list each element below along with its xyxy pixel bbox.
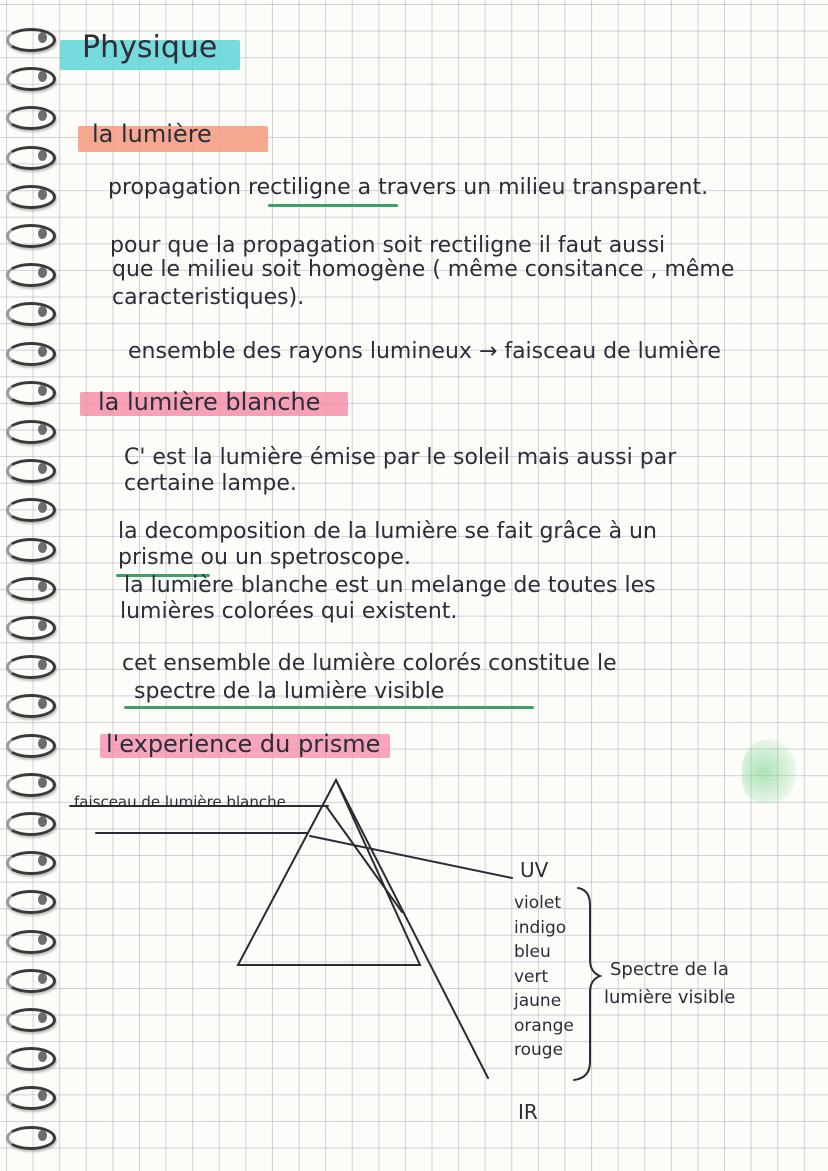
text-line: cet ensemble de lumière colorés constitue le bbox=[122, 651, 617, 676]
spectrum-color-label: vert bbox=[514, 966, 549, 987]
text-line: la lumière blanche est un melange de toutes les bbox=[124, 573, 656, 598]
beam-label: faisceau de lumière blanche bbox=[74, 793, 286, 811]
ray-upper bbox=[326, 806, 402, 912]
text-line: lumières colorées qui existent. bbox=[120, 599, 458, 624]
bracket-label-line1: Spectre de la bbox=[610, 959, 729, 980]
spectrum-color-label: indigo bbox=[514, 917, 567, 938]
spectrum-color-label: jaune bbox=[514, 991, 562, 1011]
ray-uv bbox=[310, 836, 512, 878]
text-line: pour que la propagation soit rectiligne il faut aussi bbox=[110, 233, 666, 258]
text-line: propagation rectiligne a travers un milieu transparent. bbox=[108, 175, 709, 200]
subject-heading: Physique bbox=[82, 30, 218, 65]
text-line: prisme ou un spetroscope. bbox=[118, 545, 411, 570]
text-line: C' est la lumière émise par le soleil mais aussi par bbox=[124, 445, 677, 470]
ray-lower bbox=[336, 780, 488, 1078]
white-light-heading: la lumière blanche bbox=[98, 388, 321, 416]
light-heading: la lumière bbox=[92, 120, 212, 148]
text-line: que le milieu soit homogène ( même consitance , même bbox=[112, 257, 735, 282]
text-line: caracteristiques). bbox=[112, 285, 305, 310]
text-line: spectre de la lumière visible bbox=[134, 679, 445, 704]
spectrum-color-label: rouge bbox=[514, 1040, 564, 1060]
uv-label: UV bbox=[520, 858, 549, 882]
ir-label: IR bbox=[518, 1100, 538, 1124]
text-line: la decomposition de la lumière se fait grâce à un bbox=[118, 519, 657, 544]
spectrum-bracket bbox=[574, 888, 600, 1080]
bracket-label-line2: lumière visible bbox=[604, 987, 736, 1008]
text-line: ensemble des rayons lumineux → faisceau de lumière bbox=[128, 339, 721, 364]
spectrum-color-label: orange bbox=[514, 1015, 574, 1036]
text-line: certaine lampe. bbox=[124, 471, 297, 496]
experiment-heading: l'experience du prisme bbox=[106, 730, 381, 758]
spectrum-color-label: bleu bbox=[514, 942, 551, 962]
spectrum-color-label: violet bbox=[514, 893, 562, 913]
